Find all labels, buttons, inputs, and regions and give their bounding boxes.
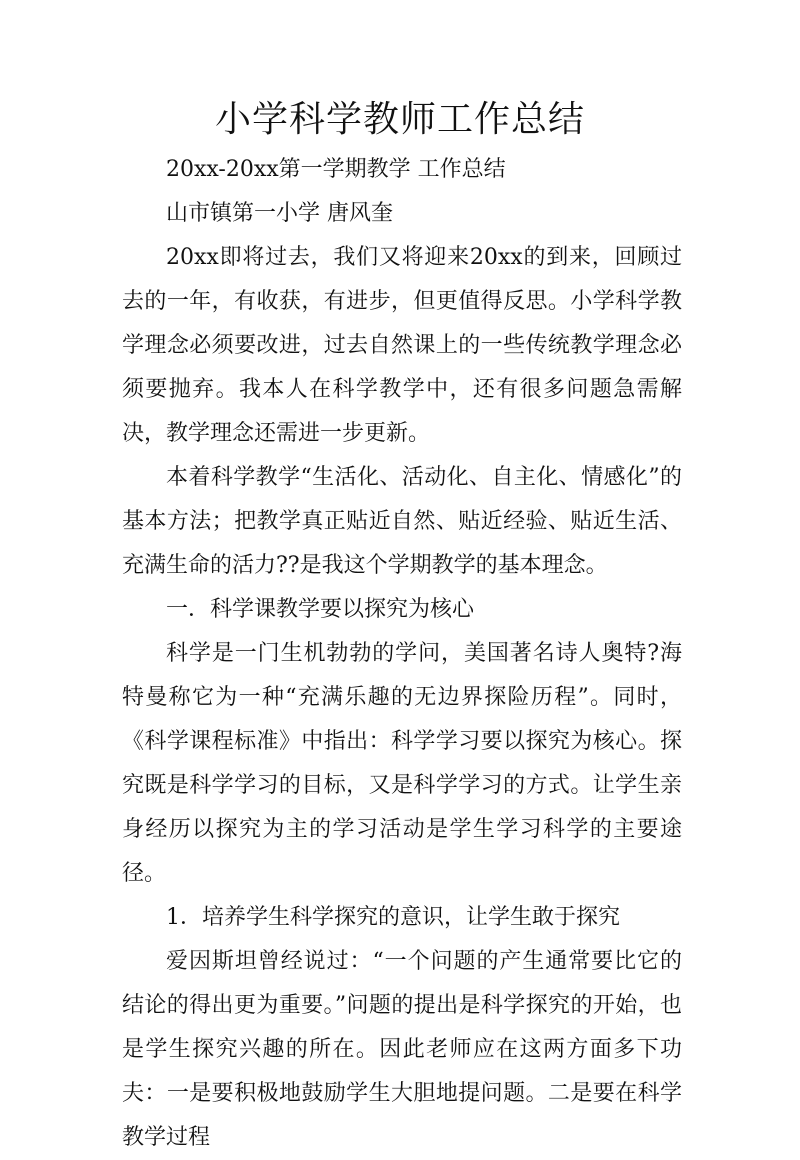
paragraph-inquiry-core: 科学是一门生机勃勃的学问，美国著名诗人奥特?海特曼称它为一种“充满乐趣的无边界探险历程”。同时，《科学课程标准》中指出：科学学习要以探究为核心。探究既是科学学习的目标，又是科学学习的方式。让学生亲身经历以探究为主的学习活动是学生学习科学的主要途径。 <box>122 641 682 886</box>
paragraph-semester-heading: 20xx-20xx第一学期教学 工作总结 <box>166 157 506 182</box>
paragraph-author-line: 山市镇第一小学 唐风奎 <box>166 201 393 226</box>
subsection-heading-1: 1．培养学生科学探究的意识，让学生敢于探究 <box>166 905 620 930</box>
document-title: 小学科学教师工作总结 <box>214 99 585 140</box>
paragraph-intro: 20xx即将过去，我们又将迎来20xx的到来，回顾过去的一年，有收获，有进步，但更值得反思。小学科学教学理念必须要改进，过去自然课上的一些传统教学理念必须要抛弃。我本人在科学教学中，还有很多问题急需解决，教学理念还需进一步更新。 <box>122 245 682 446</box>
document-body <box>122 148 682 1160</box>
paragraph-einstein-quote: 爱因斯坦曾经说过：“一个问题的产生通常要比它的结论的得出更为重要。”问题的提出是科学探究的开始，也是学生探究兴趣的所在。因此老师应在这两方面多下功夫：一是要积极地鼓励学生大胆地提问题。二是要在科学教学过程 <box>122 949 682 1150</box>
paragraph-teaching-philosophy: 本着科学教学“生活化、活动化、自主化、情感化”的基本方法；把教学真正贴近自然、贴近经验、贴近生活、充满生命的活力??是我这个学期教学的基本理念。 <box>122 465 682 578</box>
section-heading-1: 一．科学课教学要以探究为核心 <box>166 597 475 622</box>
